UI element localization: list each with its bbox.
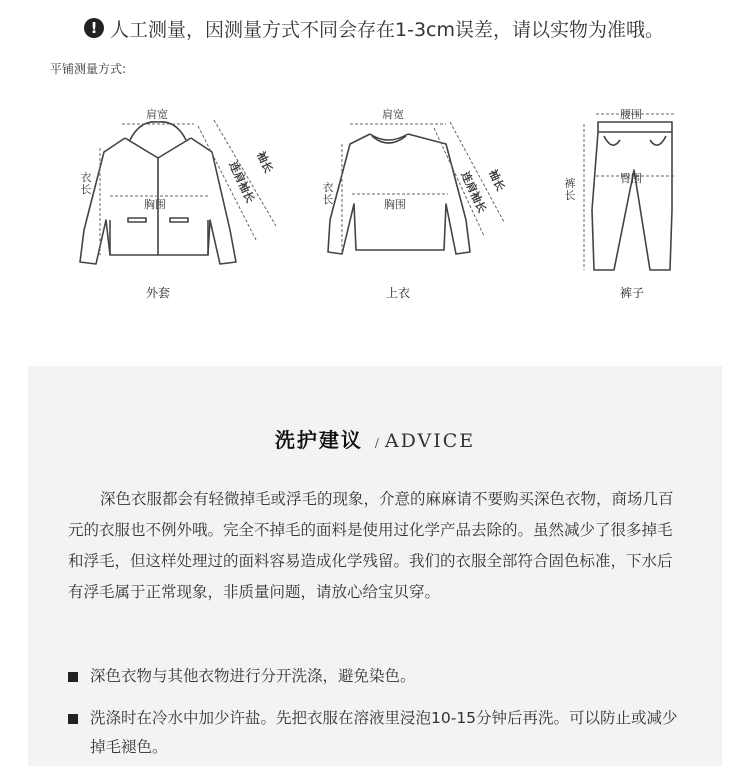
pants-caption: 裤子 <box>620 286 645 300</box>
bullet-square-icon <box>68 672 78 682</box>
advice-bullet-text: 洗涤时在冷水中加少许盐。先把衣服在溶液里浸泡10-15分钟后再洗。可以防止或减少掉毛褪色。 <box>90 709 678 756</box>
pants-length-label: 裤长 <box>564 177 576 202</box>
coat-length-label: 衣长 <box>80 171 92 196</box>
notice-text: 人工测量，因测量方式不同会存在1-3cm误差，请以实物为准哦。 <box>110 18 664 41</box>
advice-paragraph <box>68 484 682 608</box>
top-drawing <box>316 100 526 300</box>
advice-bullet <box>68 662 688 691</box>
advice-title-en: ADVICE <box>384 430 476 452</box>
advice-title-separator: / <box>374 436 379 450</box>
top-raglan-label: 连肩袖长 <box>458 169 489 215</box>
pants-diagram <box>560 100 700 300</box>
advice-bullet-text: 深色衣物与其他衣物进行分开洗涤，避免染色。 <box>90 667 416 685</box>
coat-sleeve-label: 袖长 <box>254 149 276 175</box>
pants-hip-label: 臀围 <box>620 172 642 185</box>
top-diagram <box>316 100 526 300</box>
coat-diagram <box>70 100 290 300</box>
measurement-notice <box>84 14 664 42</box>
advice-title-cn: 洗护建议 <box>274 428 363 452</box>
coat-drawing <box>70 100 290 300</box>
advice-bullet <box>68 704 688 762</box>
top-caption: 上衣 <box>386 286 411 300</box>
coat-shoulder-label: 肩宽 <box>146 108 168 121</box>
top-shoulder-label: 肩宽 <box>382 108 404 121</box>
bullet-square-icon <box>68 714 78 724</box>
pants-drawing <box>560 100 700 300</box>
advice-paragraph-text: 深色衣服都会有轻微掉毛或浮毛的现象，介意的麻麻请不要购买深色衣物，商场几百元的衣服也不例外哦。完全不掉毛的面料是使用过化学产品去除的。虽然减少了很多掉毛和浮毛，但这样处理过的面料容易造成化学残留。我们的衣服全部符合固色标准，下水后有浮毛属于正常现象，非质量问题，请放心给宝贝穿。 <box>68 490 674 601</box>
exclamation-icon: ! <box>84 18 104 38</box>
advice-title <box>0 424 750 453</box>
top-sleeve-label: 袖长 <box>486 167 508 193</box>
coat-raglan-label: 连肩袖长 <box>226 159 257 205</box>
coat-chest-label: 胸围 <box>144 198 166 211</box>
pants-waist-label: 腰围 <box>620 108 642 121</box>
top-chest-label: 胸围 <box>384 198 406 211</box>
coat-caption: 外套 <box>146 286 171 300</box>
top-length-label: 衣长 <box>322 181 334 206</box>
measurement-method-label: 平铺测量方式: <box>50 62 127 76</box>
